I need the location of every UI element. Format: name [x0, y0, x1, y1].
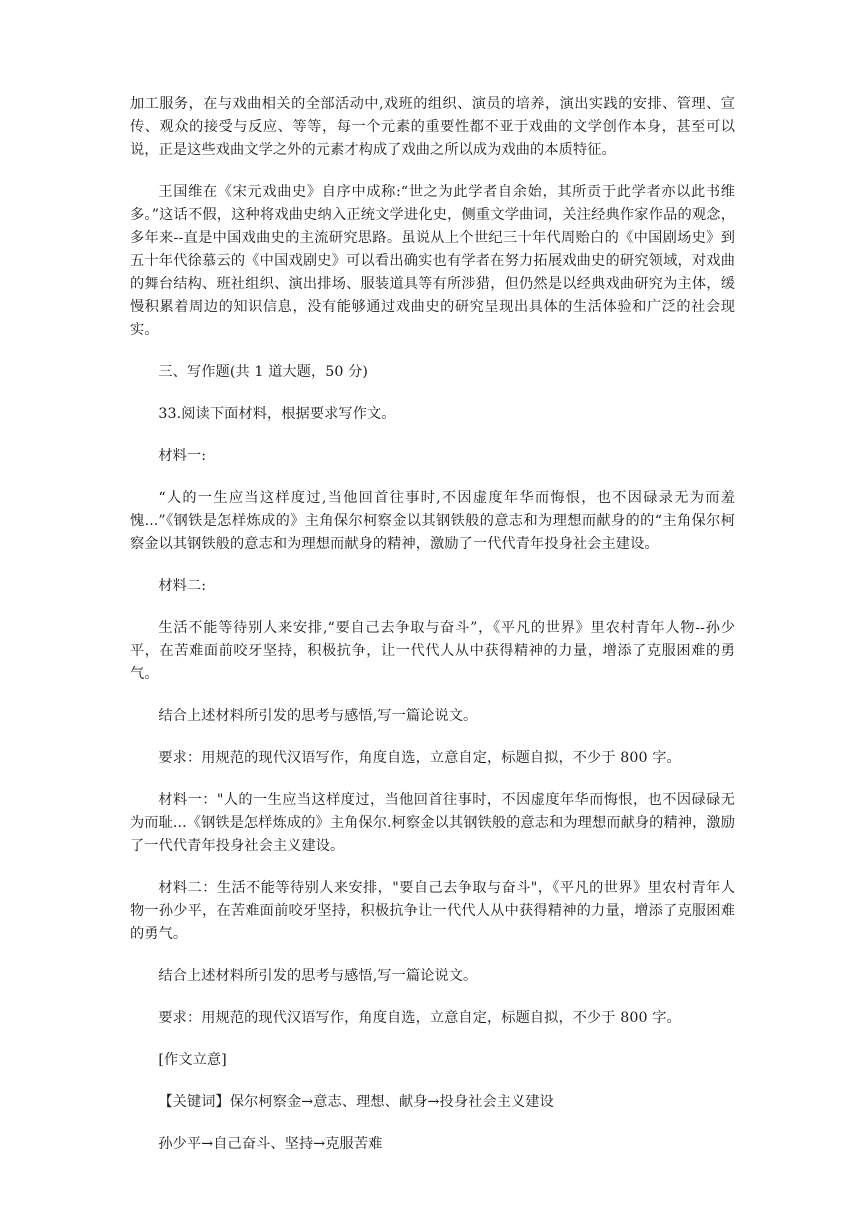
- instruction-requirements-repeat: 要求：用规范的现代汉语写作，角度自选，立意自定，标题自拟，不少于 800 字。: [158, 1010, 681, 1026]
- section-heading-writing: 三、写作题(共 1 道大题，50 分): [158, 364, 369, 380]
- instruction-combine: 结合上述材料所引发的思考与感悟,写一篇论说文。: [158, 708, 478, 724]
- keywords-line-two: 孙少平→自己奋斗、坚持→克服苦难: [158, 1136, 383, 1152]
- instruction-requirements: 要求：用规范的现代汉语写作，角度自选，立意自定，标题自拟，不少于 800 字。: [158, 750, 681, 766]
- essay-idea-heading: [作文立意]: [158, 1052, 227, 1068]
- document-page: [130, 93, 735, 1175]
- material-two-text: 生活不能等待别人来安排,“要自己去争取与奋斗”，《平凡的世界》里农村青年人物--孙少平，在苦难面前咬牙坚持，积极抗争，让一代代人从中获得精神的力量，增添了克服困难的勇气。: [130, 620, 735, 682]
- keywords-line-one: 【关键词】保尔柯察金→意志、理想、献身→投身社会主义建设: [158, 1094, 554, 1110]
- material-one-repeat: 材料一："人的一生应当这样度过，当他回首往事时，不因虚度年华而悔恨，也不因碌碌无为而耻...《钢铁是怎样炼成的》主角保尔.柯察金以其钢铁般的意志和为理想而献身的精神，激励了一代代青年投身社会主义建设。: [130, 792, 735, 854]
- material-two-repeat: 材料二：生活不能等待别人来安排，"要自己去争取与奋斗"，《平凡的世界》里农村青年人物一孙少平，在苦难面前咬牙坚持，积极抗争让一代代人从中获得精神的力量，增添了克服困难的勇气。: [130, 880, 735, 942]
- instruction-combine-repeat: 结合上述材料所引发的思考与感悟,写一篇论说文。: [158, 968, 478, 984]
- material-one-label: 材料一:: [158, 448, 207, 464]
- paragraph-drama-elements: 加工服务，在与戏曲相关的全部活动中,戏班的组织、演员的培养，演出实践的安排、管理、宣传、观众的接受与反应、等等，每一个元素的重要性都不亚于戏曲的文学创作本身，甚至可以说，正是这些戏曲文学之外的元素才构成了戏曲之所以成为戏曲的本质特征。: [130, 96, 735, 158]
- paragraph-wang-guowei: 王国维在《宋元戏曲史》自序中成称:“世之为此学者自余始，其所贡于此学者亦以此书维多。”这话不假，这种将戏曲史纳入正统文学进化史，侧重文学曲词，关注经典作家作品的观念，多年来--直是中国戏曲史的主流研究思路。虽说从上个世纪三十年代周贻白的《中国剧场史》到五十年代徐慕云的《中国戏剧史》可以看出确实也有学者在努力拓展戏曲史的研究领域，对戏曲的舞台结构、班社组织、演出排场、服装道具等有所涉猎，但仍然是以经典戏曲研究为主体，缓慢积累着周边的知识信息，没有能够通过戏曲史的研究呈现出具体的生活体验和广泛的社会现实。: [130, 184, 735, 338]
- material-one-text: “人的一生应当这样度过,当他回首往事时,不因虚度年华而悔恨，也不因碌录无为而羞愧...”《钢铁是怎样炼成的》主角保尔柯察金以其钢铁般的意志和为理想而献身的的“主角保尔柯察金以其钢铁般的意志和为理想而献身的精神，激励了一代代青年投身社会主建设。: [130, 490, 735, 552]
- material-two-label: 材料二:: [158, 578, 207, 594]
- question-33: 33.阅读下面材料，根据要求写作文。: [158, 406, 396, 422]
